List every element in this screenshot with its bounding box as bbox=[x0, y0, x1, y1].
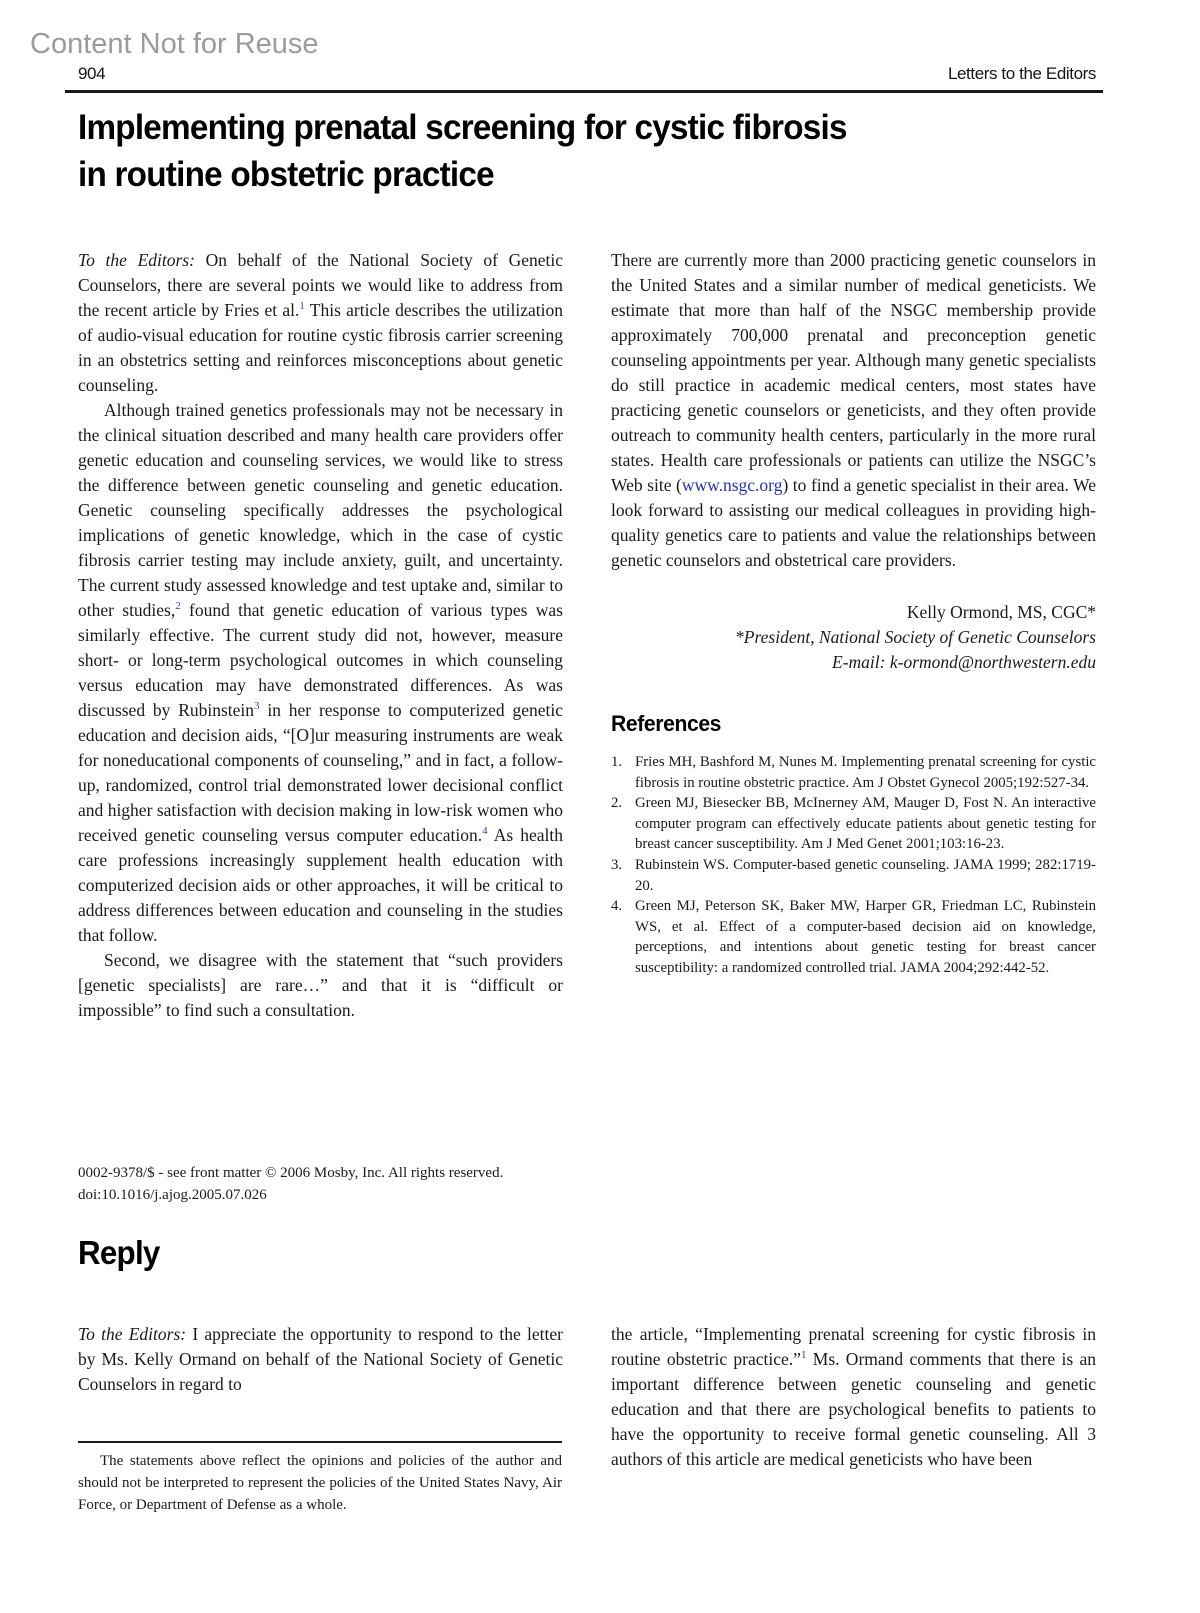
reference-number: 1. bbox=[611, 754, 623, 770]
signature-name: Kelly Ormond, MS, CGC* bbox=[906, 602, 1096, 622]
body-text: the article, “Implementing prenatal screening for cystic fibrosis in routine obstetric practice.” bbox=[611, 1324, 1096, 1369]
issn-line: 0002-9378/$ - see front matter © 2006 Mosby, Inc. All rights reserved. bbox=[78, 1165, 504, 1181]
copyright-footer bbox=[78, 1162, 503, 1206]
references-list bbox=[611, 752, 1096, 979]
salutation-italic: To the Editors: bbox=[78, 250, 206, 270]
article-title-line1: Implementing prenatal screening for cystic fibrosis bbox=[78, 108, 847, 147]
disclaimer-footnote: The statements above reflect the opinions and policies of the author and should not be interpreted to represent the policies of the United States Navy, Air Force, or Department of Defense as a whole. bbox=[78, 1441, 562, 1516]
body-text: On behalf of the National Society of Genetic Counselors, there are several points we would like to address from the recent article by Fries et al. bbox=[78, 250, 563, 320]
letter-paragraph bbox=[78, 398, 563, 948]
letter-paragraph bbox=[78, 948, 563, 1023]
reference-text: Rubinstein WS. Computer-based genetic counseling. JAMA 1999; 282:1719-20. bbox=[635, 856, 1096, 894]
nsgc-website-link[interactable]: www.nsgc.org bbox=[681, 475, 783, 495]
reply-paragraph bbox=[78, 1322, 563, 1397]
reference-number: 3. bbox=[611, 856, 623, 873]
letter-right-column bbox=[611, 248, 1096, 1023]
body-text: I appreciate the opportunity to respond to the letter by Ms. Kelly Ormand on behalf of the National Society of Genetic Counselors in regard to bbox=[78, 1324, 563, 1394]
running-head bbox=[78, 64, 1096, 84]
body-text: There are currently more than 2000 practicing genetic counselors in the United States and a similar number of medical geneticists. We estimate that more than half of the NSGC membership provide approximately 700,000 prenatal and preconception genetic counseling appointments per year. Although many genetic specialists do still practice in academic medical centers, most states have practicing genetic counselors or geneticists, and they often provide outreach to community health centers, particularly in the more rural states. Health care professionals or patients can utilize the NSGC’s Web site ( bbox=[611, 250, 1096, 495]
reference-item bbox=[611, 752, 1096, 793]
page-number: 904 bbox=[78, 64, 106, 83]
body-text: Although trained genetics professionals may not be necessary in the clinical situation described and many health care providers offer genetic education and counseling services, we would like to stress the difference between genetic counseling and genetic education. Genetic counseling specifically addresses the psychological implications of genetic knowledge, which in the case of cystic fibrosis carrier testing may include anxiety, guilt, and uncertainty. The current study assessed knowledge and test uptake and, similar to other studies, bbox=[78, 400, 563, 620]
header-rule bbox=[65, 90, 1103, 93]
reference-number: 2. bbox=[611, 795, 623, 812]
content-not-for-reuse-watermark: Content Not for Reuse bbox=[30, 28, 319, 60]
running-title: Letters to the Editors bbox=[947, 64, 1096, 83]
body-text: As health care professions increasingly supplement health education with computerized decision aids or other approaches, it will be critical to address differences between education and counseling in the studies that follow. bbox=[78, 825, 563, 945]
citation-superscript[interactable]: 3 bbox=[254, 700, 260, 713]
reply-right-column bbox=[611, 1322, 1096, 1472]
reference-number: 4. bbox=[611, 898, 623, 915]
letter-body bbox=[78, 248, 1096, 1023]
reply-heading: Reply bbox=[78, 1234, 160, 1271]
salutation-italic: To the Editors: bbox=[78, 1324, 193, 1344]
article-title bbox=[78, 104, 1028, 198]
signature-email: E-mail: k-ormond@northwestern.edu bbox=[832, 652, 1096, 672]
body-text: in her response to computerized genetic education and decision aids, “[O]ur measuring instruments are weak for noneducational components of counseling,” and in fact, a follow-up, randomized, control trial demonstrated lower decisional conflict and higher satisfaction with decision making in low-risk women who received genetic counseling versus computer education. bbox=[78, 700, 563, 845]
letter-paragraph bbox=[78, 248, 563, 398]
citation-superscript[interactable]: 1 bbox=[299, 300, 305, 313]
doi-line: doi:10.1016/j.ajog.2005.07.026 bbox=[78, 1187, 267, 1203]
citation-superscript[interactable]: 4 bbox=[482, 825, 488, 838]
citation-superscript[interactable]: 1 bbox=[800, 1349, 807, 1362]
body-text: ) to find a genetic specialist in their area. We look forward to assisting our medical colleagues in providing high-quality genetics care to patients and value the relationships between genetic counselors and obstetrical care providers. bbox=[611, 475, 1097, 570]
reference-item bbox=[611, 896, 1096, 978]
signature-role: *President, National Society of Genetic Counselors bbox=[735, 627, 1096, 647]
body-text: Ms. Ormand comments that there is an important difference between genetic counseling and genetic education and that there are psychological benefits to patients to have the opportunity to receive formal genetic counseling. All 3 authors of this article are medical geneticists who have been bbox=[611, 1349, 1096, 1469]
body-text: found that genetic education of various types was similarly effective. The current study did not, however, measure short- or long-term psychological outcomes in which counseling versus education may have demonstrated differences. As was discussed by Rubinstein bbox=[78, 600, 563, 720]
reference-text: Fries MH, Bashford M, Nunes M. Implementing prenatal screening for cystic fibrosis in routine obstetric practice. Am J Obstet Gynecol 2005;192:527-34. bbox=[635, 754, 1096, 791]
letter-paragraph bbox=[611, 248, 1096, 573]
citation-superscript[interactable]: 2 bbox=[175, 600, 181, 613]
reference-text: Green MJ, Peterson SK, Baker MW, Harper GR, Friedman LC, Rubinstein WS, et al. Effect of a computer-based decision aid on knowledge, perceptions, and intentions about genetic testing for breast cancer susceptibility: a randomized controlled trial. JAMA 2004;292:442-52. bbox=[635, 898, 1096, 976]
references-heading: References bbox=[611, 711, 722, 736]
body-text: Second, we disagree with the statement that “such providers [genetic specialists] are rare…” and that it is “difficult or impossible” to find such a consultation. bbox=[78, 950, 563, 1020]
reference-item bbox=[611, 793, 1096, 855]
article-title-line2: in routine obstetric practice bbox=[78, 155, 494, 194]
body-text: This article describes the utilization of audio-visual education for routine cystic fibrosis carrier screening in an obstetrics setting and reinforces misconceptions about genetic counseling. bbox=[78, 300, 563, 395]
letter-left-column bbox=[78, 248, 563, 1023]
reference-item bbox=[611, 855, 1096, 896]
reply-paragraph bbox=[611, 1322, 1096, 1472]
signature-block bbox=[611, 600, 1096, 675]
reference-text: Green MJ, Biesecker BB, McInerney AM, Mauger D, Fost N. An interactive computer program can effectively educate patients about genetic testing for breast cancer susceptibility. Am J Med Genet 2001;103:16-23. bbox=[635, 795, 1096, 853]
